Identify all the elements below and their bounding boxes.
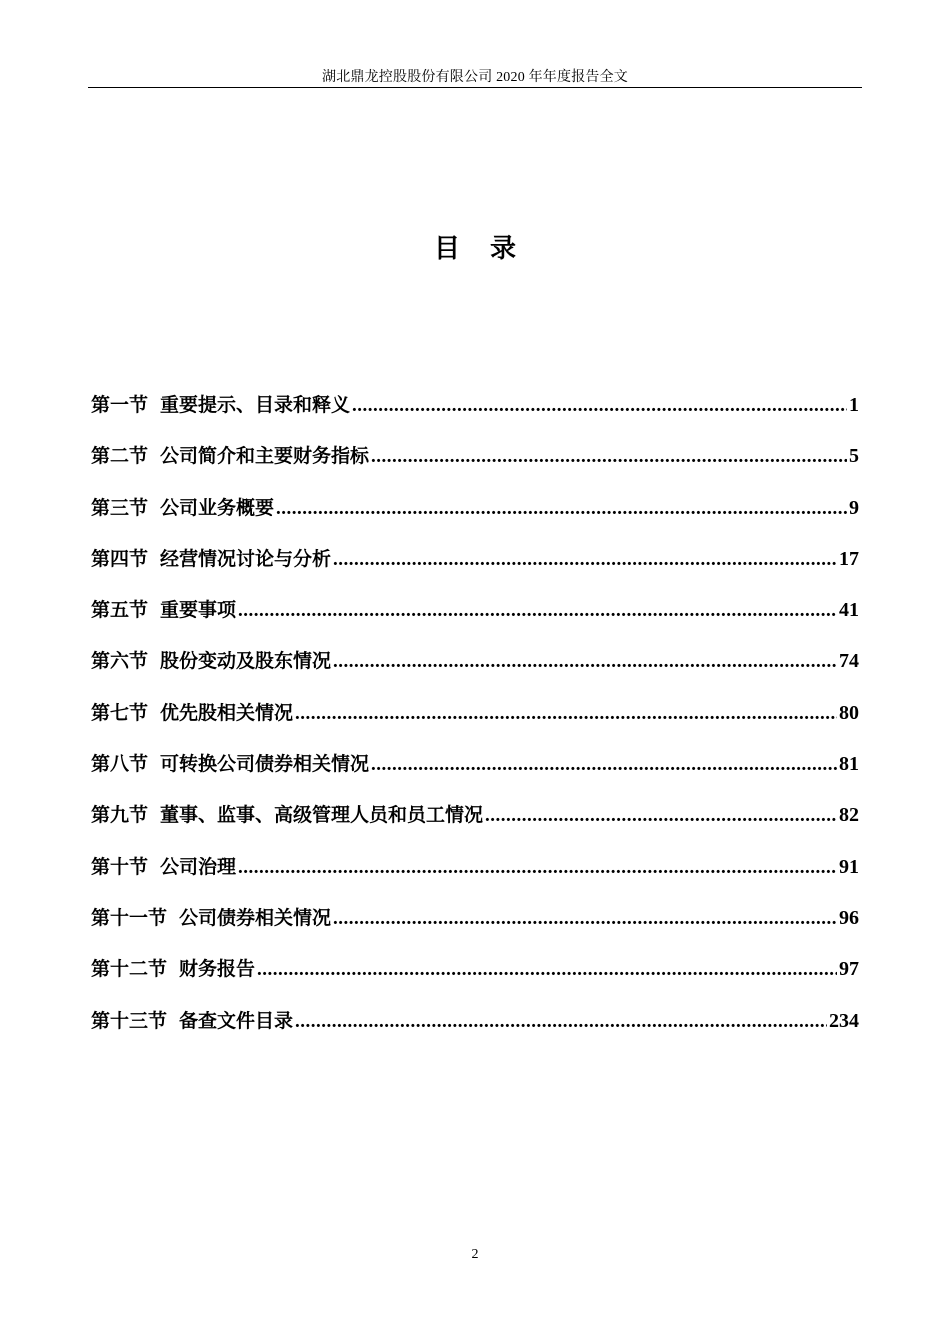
toc-entry[interactable]	[91, 390, 859, 441]
toc-dot-leader	[238, 600, 837, 622]
toc-dot-leader	[352, 395, 847, 417]
toc-page-number: 74	[839, 650, 859, 673]
toc-section-heading: 备查文件目录	[179, 1009, 294, 1032]
toc-entry[interactable]	[91, 646, 859, 697]
toc-section-number: 第十节	[91, 855, 149, 878]
toc-entry[interactable]	[91, 749, 859, 800]
toc-entry[interactable]	[91, 698, 859, 749]
toc-page-number: 81	[839, 753, 859, 776]
toc-section-number: 第八节	[91, 753, 149, 776]
toc-section-heading: 董事、监事、高级管理人员和员工情况	[160, 804, 484, 827]
toc-dot-leader	[371, 446, 847, 468]
toc-page-number: 91	[839, 855, 859, 878]
toc-dot-leader	[276, 498, 847, 520]
toc-dot-leader	[295, 703, 837, 725]
toc-page-number: 80	[839, 701, 859, 724]
toc-entry[interactable]	[91, 800, 859, 851]
toc-section-number: 第十三节	[91, 1009, 168, 1032]
toc-entry[interactable]	[91, 544, 859, 595]
toc-section-number: 第三节	[91, 496, 149, 519]
toc-page-number: 96	[839, 906, 859, 929]
header-divider	[88, 87, 862, 88]
toc-section-number: 第七节	[91, 701, 149, 724]
toc-section-number: 第十二节	[91, 958, 168, 981]
toc-section-heading: 优先股相关情况	[160, 701, 294, 724]
toc-section-heading: 重要提示、目录和释义	[160, 394, 351, 416]
toc-page-number: 82	[839, 804, 859, 827]
toc-section-number: 第九节	[91, 804, 149, 827]
toc-dot-leader	[295, 1011, 827, 1033]
toc-section-heading: 重要事项	[160, 599, 237, 622]
toc-section-number: 第五节	[91, 599, 149, 622]
toc-entry[interactable]	[91, 595, 859, 646]
toc-page-number: 97	[839, 958, 859, 981]
toc-entry[interactable]	[91, 493, 859, 544]
toc-page-number: 234	[829, 1009, 859, 1032]
toc-section-number: 第四节	[91, 547, 149, 570]
toc-section-number: 第十一节	[91, 906, 168, 929]
toc-entry[interactable]	[91, 954, 859, 1005]
toc-dot-leader	[238, 857, 837, 879]
toc-dot-leader	[333, 549, 837, 571]
toc-dot-leader	[333, 908, 837, 930]
toc-entry[interactable]	[91, 903, 859, 954]
page-number: 2	[471, 1247, 479, 1262]
toc-title: 目录	[433, 234, 546, 264]
document-header-title: 湖北鼎龙控股股份有限公司 2020 年年度报告全文	[322, 70, 628, 85]
toc-page-number: 9	[849, 496, 859, 519]
toc-entry[interactable]	[91, 852, 859, 903]
table-of-contents	[91, 390, 859, 1057]
toc-dot-leader	[485, 805, 837, 827]
toc-section-heading: 公司治理	[160, 855, 237, 878]
toc-section-heading: 公司业务概要	[160, 496, 275, 519]
toc-section-heading: 可转换公司债券相关情况	[160, 753, 370, 776]
toc-page-number: 41	[839, 599, 859, 622]
toc-section-heading: 公司简介和主要财务指标	[160, 445, 370, 468]
toc-section-heading: 股份变动及股东情况	[160, 650, 332, 673]
toc-entry[interactable]	[91, 441, 859, 492]
toc-section-heading: 公司债券相关情况	[179, 906, 332, 929]
toc-dot-leader	[333, 651, 837, 673]
toc-page-number: 1	[849, 394, 859, 416]
toc-page-number: 17	[839, 547, 859, 570]
toc-section-number: 第二节	[91, 445, 149, 468]
toc-dot-leader	[257, 959, 837, 981]
toc-dot-leader	[371, 754, 837, 776]
toc-section-number: 第一节	[91, 394, 149, 416]
toc-page-number: 5	[849, 445, 859, 468]
toc-entry[interactable]	[91, 1006, 859, 1057]
toc-section-number: 第六节	[91, 650, 149, 673]
toc-section-heading: 经营情况讨论与分析	[160, 547, 332, 570]
toc-section-heading: 财务报告	[179, 958, 256, 981]
